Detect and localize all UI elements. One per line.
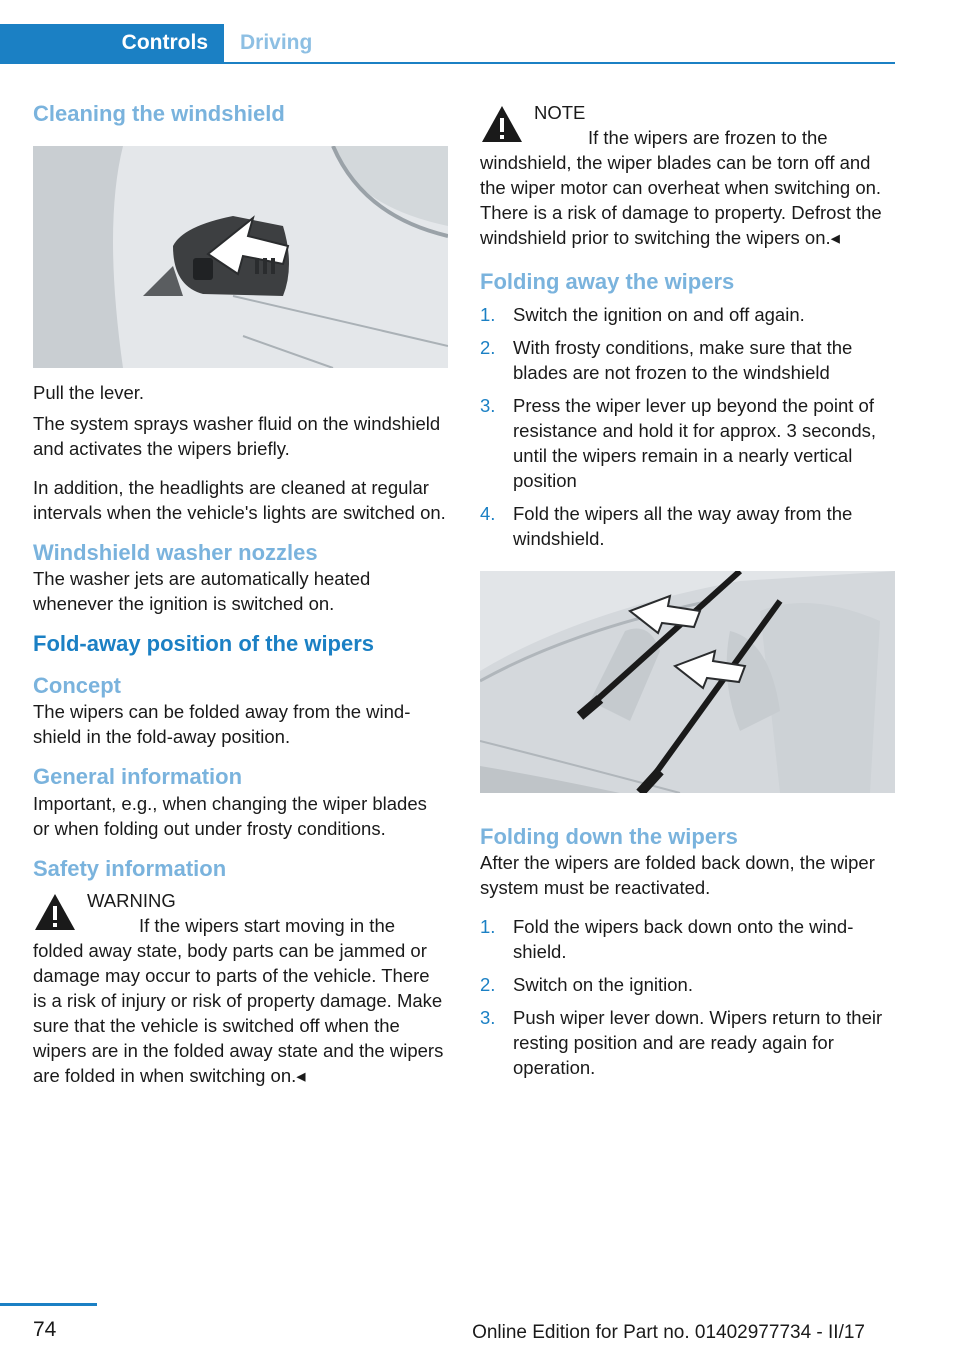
edition-note: Online Edition for Part no. 01402977734 - II/17 xyxy=(472,1322,865,1343)
list-item: 1. Fold the wipers back down onto the windshield. xyxy=(480,916,854,962)
warning-triangle-icon xyxy=(33,892,77,932)
steps-folding-away xyxy=(480,302,895,551)
warning-block xyxy=(33,888,448,1088)
tab-controls[interactable]: Controls xyxy=(0,24,224,62)
warning-text: If the wipers start moving in the folded away state, body parts can be jammed or damage may occur to parts of the vehicle. There is a risk of injury or risk of property damage. Make sure that the vehicle is switched off when the wipers are in the folded away state and the wipers are folded in when switching on.◂ xyxy=(33,915,444,1086)
list-item: 2. With frosty conditions, make sure that the blades are not frozen to the windshield xyxy=(480,336,853,383)
list-item: 1. Switch the ignition on and off again. xyxy=(480,303,805,325)
tab-driving[interactable]: Driving xyxy=(240,31,313,54)
list-item: 3. Press the wiper lever up beyond the point of resistance and hold it for approx. 3 seconds, until the wipers remain in a nearly vertical position xyxy=(480,394,877,491)
text-headlights-cleaned: In addition, the headlights are cleaned at regular intervals when the vehicle's lights are switched on. xyxy=(33,476,446,523)
text-general-information: Important, e.g., when changing the wiper blades or when folding out under frosty conditions. xyxy=(33,792,427,839)
left-column xyxy=(33,100,448,1088)
footer-rule xyxy=(0,1303,97,1306)
list-item: 3. Push wiper lever down. Wipers return to their resting position and are ready again for operation. xyxy=(480,1007,883,1078)
heading-folding-down: Folding down the wipers xyxy=(480,823,738,849)
heading-safety-information: Safety information xyxy=(33,855,227,881)
text-folding-down: After the wipers are folded back down, the wiper system must be reactivated. xyxy=(480,852,875,898)
heading-concept: Concept xyxy=(33,672,121,698)
page-number: 74 xyxy=(33,1318,57,1341)
figure-wiper-lever xyxy=(33,146,448,368)
text-concept: The wipers can be folded away from the windshield in the fold-away position. xyxy=(33,701,411,747)
heading-cleaning-windshield: Cleaning the windshield xyxy=(33,101,285,126)
caution-triangle-icon xyxy=(480,104,524,144)
list-item: 2. Switch on the ignition. xyxy=(480,974,693,995)
heading-foldaway-position: Fold-away position of the wipers xyxy=(33,631,375,656)
figure-wipers-folded xyxy=(480,571,895,793)
wiper-lever-illustration xyxy=(33,146,448,368)
list-item: 4. Fold the wipers all the way away from the windshield. xyxy=(480,502,853,549)
chapter-tab-bar xyxy=(0,24,895,64)
heading-washer-nozzles: Windshield washer nozzles xyxy=(33,539,318,565)
text-sprays-washer: The system sprays washer fluid on the windshield and activates the wipers briefly. xyxy=(33,412,441,459)
note-block xyxy=(480,100,895,250)
folded-wipers-illustration xyxy=(480,571,895,793)
heading-folding-away: Folding away the wipers xyxy=(480,269,735,294)
note-title: NOTE xyxy=(534,102,586,123)
right-column xyxy=(480,100,895,1088)
steps-folding-down xyxy=(480,914,895,1080)
text-pull-lever: Pull the lever. xyxy=(33,381,145,403)
note-text: If the wipers are frozen to the windshield, the wiper blades can be torn off and the wiper motor can overheat when switching on. There is a risk of damage to property. Defrost the windshield prior to switching the wipers on.◂ xyxy=(480,127,882,248)
heading-general-information: General information xyxy=(33,764,243,789)
text-nozzles-heated: The washer jets are automatically heated whenever the ignition is switched on. xyxy=(33,568,371,614)
warning-title: WARNING xyxy=(87,890,176,911)
